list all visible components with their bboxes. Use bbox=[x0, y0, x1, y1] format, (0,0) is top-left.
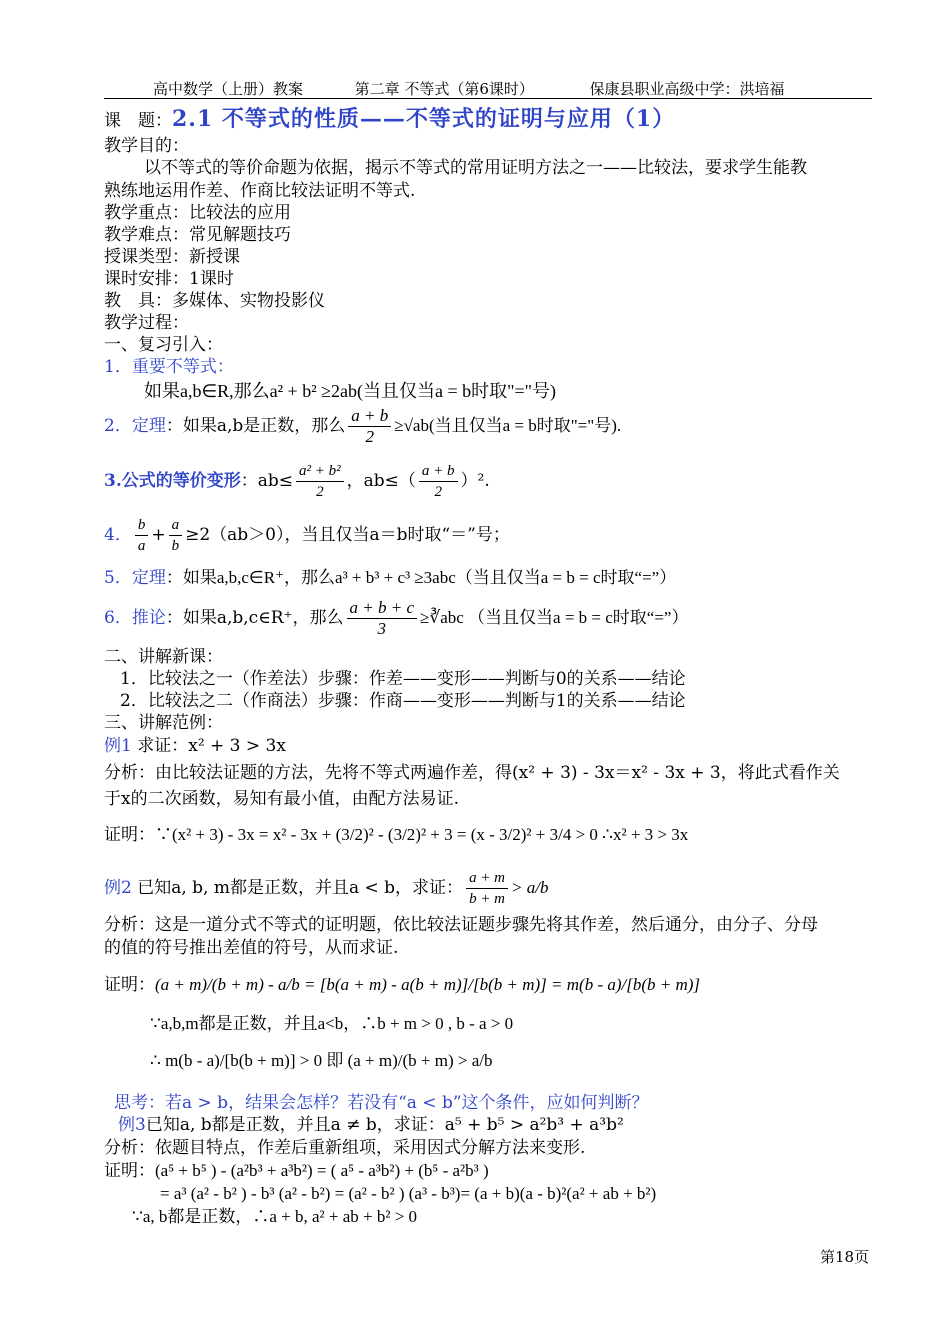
example1-analysis-2: 于x的二次函数，易知有最小值，由配方法易证. bbox=[104, 789, 459, 809]
item6-fraction bbox=[347, 598, 418, 639]
info-schedule: 课时安排：1课时 bbox=[104, 269, 234, 289]
example2-therefore: ∴ m(b - a)/[b(b + m)] > 0 即 (a + m)/(b + m) > a/b bbox=[150, 1051, 493, 1070]
objective-text-2: 熟练地运用作差、作商比较法证明不等式. bbox=[104, 181, 416, 201]
item4-fraction-1 bbox=[135, 515, 149, 556]
example2-goal-numerator: a + m bbox=[466, 868, 508, 889]
item3-numerator-1: a² + b² bbox=[296, 461, 344, 482]
example2-statement: 已知a, b, m都是正数，并且a < b，求证： bbox=[131, 878, 464, 898]
item6-numerator: a + b + c bbox=[347, 598, 418, 619]
page-header bbox=[153, 78, 784, 100]
example2-goal-denominator: b + m bbox=[469, 891, 506, 907]
item3-denominator-1: 2 bbox=[316, 484, 324, 500]
item6-denominator: 3 bbox=[377, 619, 387, 638]
item3-mid: ，ab≤（ bbox=[346, 471, 416, 491]
item3-fraction-1 bbox=[296, 461, 344, 502]
item2-row bbox=[104, 406, 621, 447]
item4-denominator-2: b bbox=[171, 538, 180, 554]
example2-goal-fraction bbox=[466, 868, 508, 909]
item3-denominator-2: 2 bbox=[434, 484, 442, 500]
item2-numerator: a + b bbox=[348, 406, 391, 427]
example1-proof: 证明：∵(x² + 3) - 3x = x² - 3x + (3/2)² - (3/2)² + 3 = (x - 3/2)² + 3/4 > 0 ∴x² + 3 > 3x bbox=[104, 825, 689, 844]
item6-label: 6．推论 bbox=[104, 608, 166, 628]
example3-label: 例3 bbox=[118, 1115, 146, 1135]
item5-text: ：如果a,b,c∈R⁺，那么a³ + b³ + c³ ≥3abc（当且仅当a = b = c时取“=”） bbox=[165, 568, 677, 587]
example1-statement-row bbox=[104, 735, 286, 757]
item3-post: ）². bbox=[460, 471, 490, 491]
item4-fraction-2 bbox=[169, 515, 183, 556]
example3-proof-3: ∵a, b都是正数，∴a + b, a² + ab + b² > 0 bbox=[132, 1207, 418, 1226]
info-process: 教学过程： bbox=[104, 313, 189, 333]
item6-row bbox=[104, 598, 688, 639]
info-difficulty: 教学难点：常见解题技巧 bbox=[104, 225, 291, 245]
objective-label: 教学目的： bbox=[104, 136, 189, 156]
item4-row bbox=[104, 515, 510, 556]
item4-plus: + bbox=[151, 525, 166, 545]
example2-proof-row bbox=[104, 974, 700, 996]
objective-text-1: 以不等式的等价命题为依据，揭示不等式的常用证明方法之一——比较法，要求学生能教 bbox=[144, 158, 807, 178]
item3-row bbox=[104, 461, 490, 502]
title-text: 2.1 不等式的性质——不等式的证明与应用（1） bbox=[172, 106, 676, 132]
item5-row bbox=[104, 567, 676, 589]
item4-post: ≥2（ab＞0），当且仅当a＝b时取“＝”号； bbox=[185, 525, 510, 545]
section1-heading: 一、复习引入： bbox=[104, 335, 223, 355]
section2-item-1: 1．比较法之一（作差法）步骤：作差——变形——判断与0的关系——结论 bbox=[120, 669, 686, 689]
example1-analysis-1: 分析：由比较法证题的方法，先将不等式两遍作差，得(x² + 3) - 3x＝x² - 3x + 3，将此式看作关 bbox=[104, 763, 840, 783]
header-course: 高中数学（上册）教案 bbox=[153, 80, 304, 98]
page-number: 第18页 bbox=[820, 1248, 870, 1266]
example2-analysis-1: 分析：这是一道分式不等式的证明题，依比较法证题步骤先将其作差，然后通分，由分子、分母 bbox=[104, 915, 818, 935]
item6-post: ≥∛abc （当且仅当a = b = c时取“=”） bbox=[420, 608, 689, 627]
info-type: 授课类型：新授课 bbox=[104, 247, 240, 267]
item6-pre: ：如果a,b,c∈R⁺，那么 bbox=[165, 608, 344, 628]
item4-numerator-2: a bbox=[169, 515, 183, 536]
item4-denominator-1: a bbox=[137, 538, 146, 554]
item2-post: ≥√ab(当且仅当a = b时取"="号). bbox=[394, 416, 622, 435]
example3-analysis: 分析：依题目特点，作差后重新组项，采用因式分解方法来变形. bbox=[104, 1138, 586, 1158]
item2-denominator: 2 bbox=[365, 427, 374, 446]
example3-proof-1: 证明：(a⁵ + b⁵ ) - (a²b³ + a³b²) = ( a⁵ - a³b²) + (b⁵ - a²b³ ) bbox=[104, 1161, 489, 1180]
header-school: 保康县职业高级中学：洪培福 bbox=[589, 80, 785, 98]
example1-statement: 求证：x² + 3 > 3x bbox=[131, 736, 286, 756]
example2-statement-row bbox=[104, 868, 548, 909]
item2-fraction bbox=[348, 406, 391, 447]
example2-because: ∵a,b,m都是正数，并且a<b，∴b + m > 0 , b - a > 0 bbox=[150, 1014, 514, 1033]
section2-heading: 二、讲解新课： bbox=[104, 647, 223, 667]
info-key-point: 教学重点：比较法的应用 bbox=[104, 203, 291, 223]
item1-formula: 如果a,b∈R,那么a² + b² ≥2ab(当且仅当a = b时取"="号) bbox=[144, 381, 556, 401]
header-divider bbox=[104, 98, 872, 99]
example2-label: 例2 bbox=[104, 878, 132, 898]
example3-statement-row bbox=[118, 1114, 624, 1136]
example3-statement: 已知a, b都是正数，并且a ≠ b，求证：a⁵ + b⁵ > a²b³ + a³b² bbox=[145, 1115, 624, 1135]
example3-proof-2: = a³ (a² - b² ) - b³ (a² - b²) = (a² - b² ) (a³ - b³)= (a + b)(a - b)²(a² + ab + b²) bbox=[160, 1184, 657, 1203]
section3-heading: 三、讲解范例： bbox=[104, 713, 223, 733]
section2-item-2: 2．比较法之二（作商法）步骤：作商——变形——判断与1的关系——结论 bbox=[120, 691, 686, 711]
item2-label: 2．定理 bbox=[104, 416, 166, 436]
example2-proof-line: (a + m)/(b + m) - a/b = [b(a + m) - a(b + m)]/[b(b + m)] = m(b - a)/[b(b + m)] bbox=[155, 975, 701, 994]
example2-analysis-2: 的值的符号推出差值的符号，从而求证. bbox=[104, 938, 399, 958]
header-chapter: 第二章 不等式（第6课时） bbox=[354, 80, 534, 98]
item3-pre: ：ab≤ bbox=[240, 471, 294, 491]
example2-goal-rhs: > a/b bbox=[511, 878, 549, 897]
example1-label: 例1 bbox=[104, 736, 132, 756]
example2-proof-label: 证明： bbox=[104, 975, 155, 995]
item3-fraction-2 bbox=[419, 461, 458, 502]
think-question: 思考：若a > b，结果会怎样？若没有“a < b”这个条件，应如何判断？ bbox=[114, 1093, 649, 1113]
item1-label: 1．重要不等式： bbox=[104, 357, 234, 377]
item4-label: 4． bbox=[104, 525, 132, 545]
item3-numerator-2: a + b bbox=[419, 461, 458, 482]
lesson-title bbox=[104, 108, 675, 132]
item2-pre: ：如果a,b是正数，那么 bbox=[165, 416, 346, 436]
item3-label: 3.公式的等价变形 bbox=[104, 471, 241, 491]
item5-label: 5．定理 bbox=[104, 568, 166, 588]
info-tools: 教 具：多媒体、实物投影仪 bbox=[104, 291, 325, 311]
item4-numerator-1: b bbox=[135, 515, 149, 536]
title-label: 课 题： bbox=[104, 111, 172, 131]
